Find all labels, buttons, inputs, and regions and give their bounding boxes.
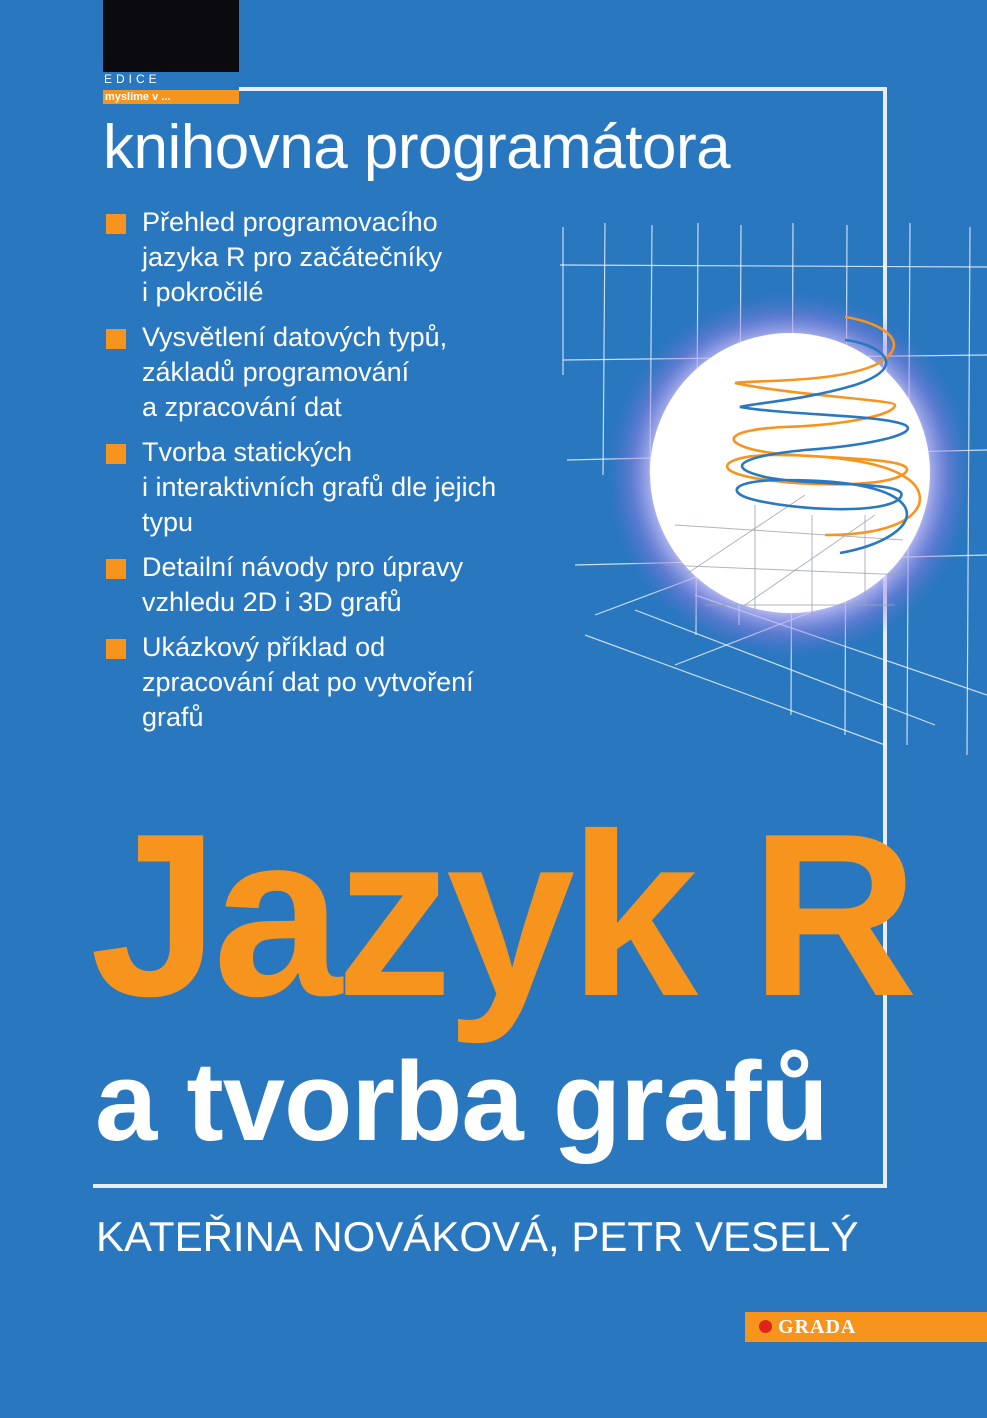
square-bullet-icon	[106, 329, 126, 349]
edition-tagline: myslíme v ...	[105, 91, 171, 103]
book-subtitle: a tvorba grafů	[95, 1039, 828, 1164]
feature-text: Vysvětlení datových typů, základů programování a zpracování dat	[142, 322, 448, 422]
authors: KATEŘINA NOVÁKOVÁ, PETR VESELÝ	[96, 1213, 859, 1260]
3d-helix-illustration	[555, 215, 987, 755]
edition-label: EDICE	[104, 72, 161, 86]
edition-tab	[103, 0, 239, 72]
series-title: knihovna programátora	[103, 113, 731, 182]
publisher-name: GRADA	[778, 1316, 857, 1338]
feature-item	[106, 205, 576, 310]
grada-mark-icon	[759, 1320, 772, 1333]
sphere-core	[650, 333, 930, 613]
square-bullet-icon	[106, 559, 126, 579]
feature-item	[106, 630, 576, 735]
feature-text: Přehled programovacího jazyka R pro začátečníky i pokročilé	[142, 207, 443, 307]
frame-line-bottom	[93, 1184, 887, 1188]
square-bullet-icon	[106, 639, 126, 659]
feature-text: Detailní návody pro úpravy vzhledu 2D i 3D grafů	[142, 552, 464, 617]
frame-line-top	[239, 87, 887, 91]
feature-list	[106, 205, 576, 745]
feature-text: Tvorba statických i interaktivních grafů dle jejich typu	[142, 437, 497, 537]
feature-text: Ukázkový příklad od zpracování dat po vytvoření grafů	[142, 632, 474, 732]
book-title: Jazyk R	[90, 786, 913, 1045]
edition-tagline-strip	[103, 90, 239, 104]
publisher-logo	[745, 1312, 987, 1342]
square-bullet-icon	[106, 214, 126, 234]
feature-item	[106, 550, 576, 620]
square-bullet-icon	[106, 444, 126, 464]
feature-item	[106, 320, 576, 425]
feature-item	[106, 435, 576, 540]
